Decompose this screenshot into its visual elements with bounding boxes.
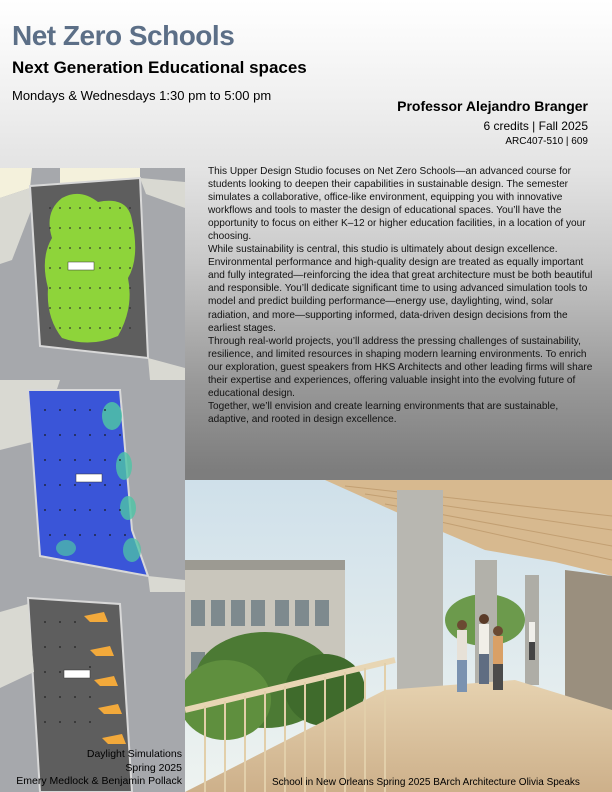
daylight-simulations-column (0, 168, 185, 792)
course-number: ARC407-510 | 609 (505, 136, 588, 147)
school-rendering-photo (185, 480, 612, 792)
simulation-plan-green (0, 168, 185, 380)
description-paragraph-1: This Upper Design Studio focuses on Net Zero Schools—an advanced course for students looking to deepen their capabilities in sustainable design. The semester simulates a collaborative, office-like environment, equipping you with innovative workflows and tools to master the design of educational spaces. You’ll have the opportunity to focus on either K–12 or higher education facilities, in a location of your choosing. (208, 166, 586, 243)
description-paragraph-2: While sustainability is central, this studio is ultimately about design excellence. Environmental performance and high-quality design are treated as equally important and fully integrated—reinforcing the idea that great architecture must be both beautiful and responsible. You’ll dedicate significant time to using advanced simulation tools to model and predict building performance—energy use, daylighting, wind, solar radiation, and more—supporting informed, data-driven design decisions from the earliest stages. (208, 244, 593, 334)
description-paragraph-4: Together, we’ll envision and create learning environments that are sustainable, adaptive, and rooted in design excellence. (208, 400, 559, 425)
simulation-caption-title: Daylight Simulations (86, 748, 182, 760)
simulation-panel-green (0, 168, 185, 380)
rendering-illustration (185, 480, 612, 792)
photo-caption: School in New Orleans Spring 2025 BArch Architecture Olivia Speaks (272, 777, 580, 788)
description-paragraph-3: Through real-world projects, you’ll address the pressing challenges of sustainability, resilience, and limited resources in shaping modern learning environments. To enrich our exploration, guest speakers from HKS Architects and other leading firms will share their expertise and experiences, offering valuable insight into the evolving future of educational design. (208, 335, 593, 399)
class-schedule: Mondays & Wednesdays 1:30 pm to 5:00 pm (12, 88, 272, 103)
page-title: Net Zero Schools (12, 20, 235, 51)
professor-name: Professor Alejandro Branger (397, 98, 588, 114)
course-description (208, 165, 593, 426)
simulation-caption-term: Spring 2025 (125, 761, 182, 774)
professor-block (397, 98, 588, 147)
course-credits: 6 credits | Fall 2025 (483, 119, 588, 133)
simulation-caption-authors: Emery Medlock & Benjamin Pollack (16, 775, 182, 787)
simulation-plan-blue (0, 380, 185, 592)
page-subtitle: Next Generation Educational spaces (12, 58, 307, 77)
simulation-panel-blue (0, 380, 185, 592)
simulation-caption (0, 748, 182, 789)
